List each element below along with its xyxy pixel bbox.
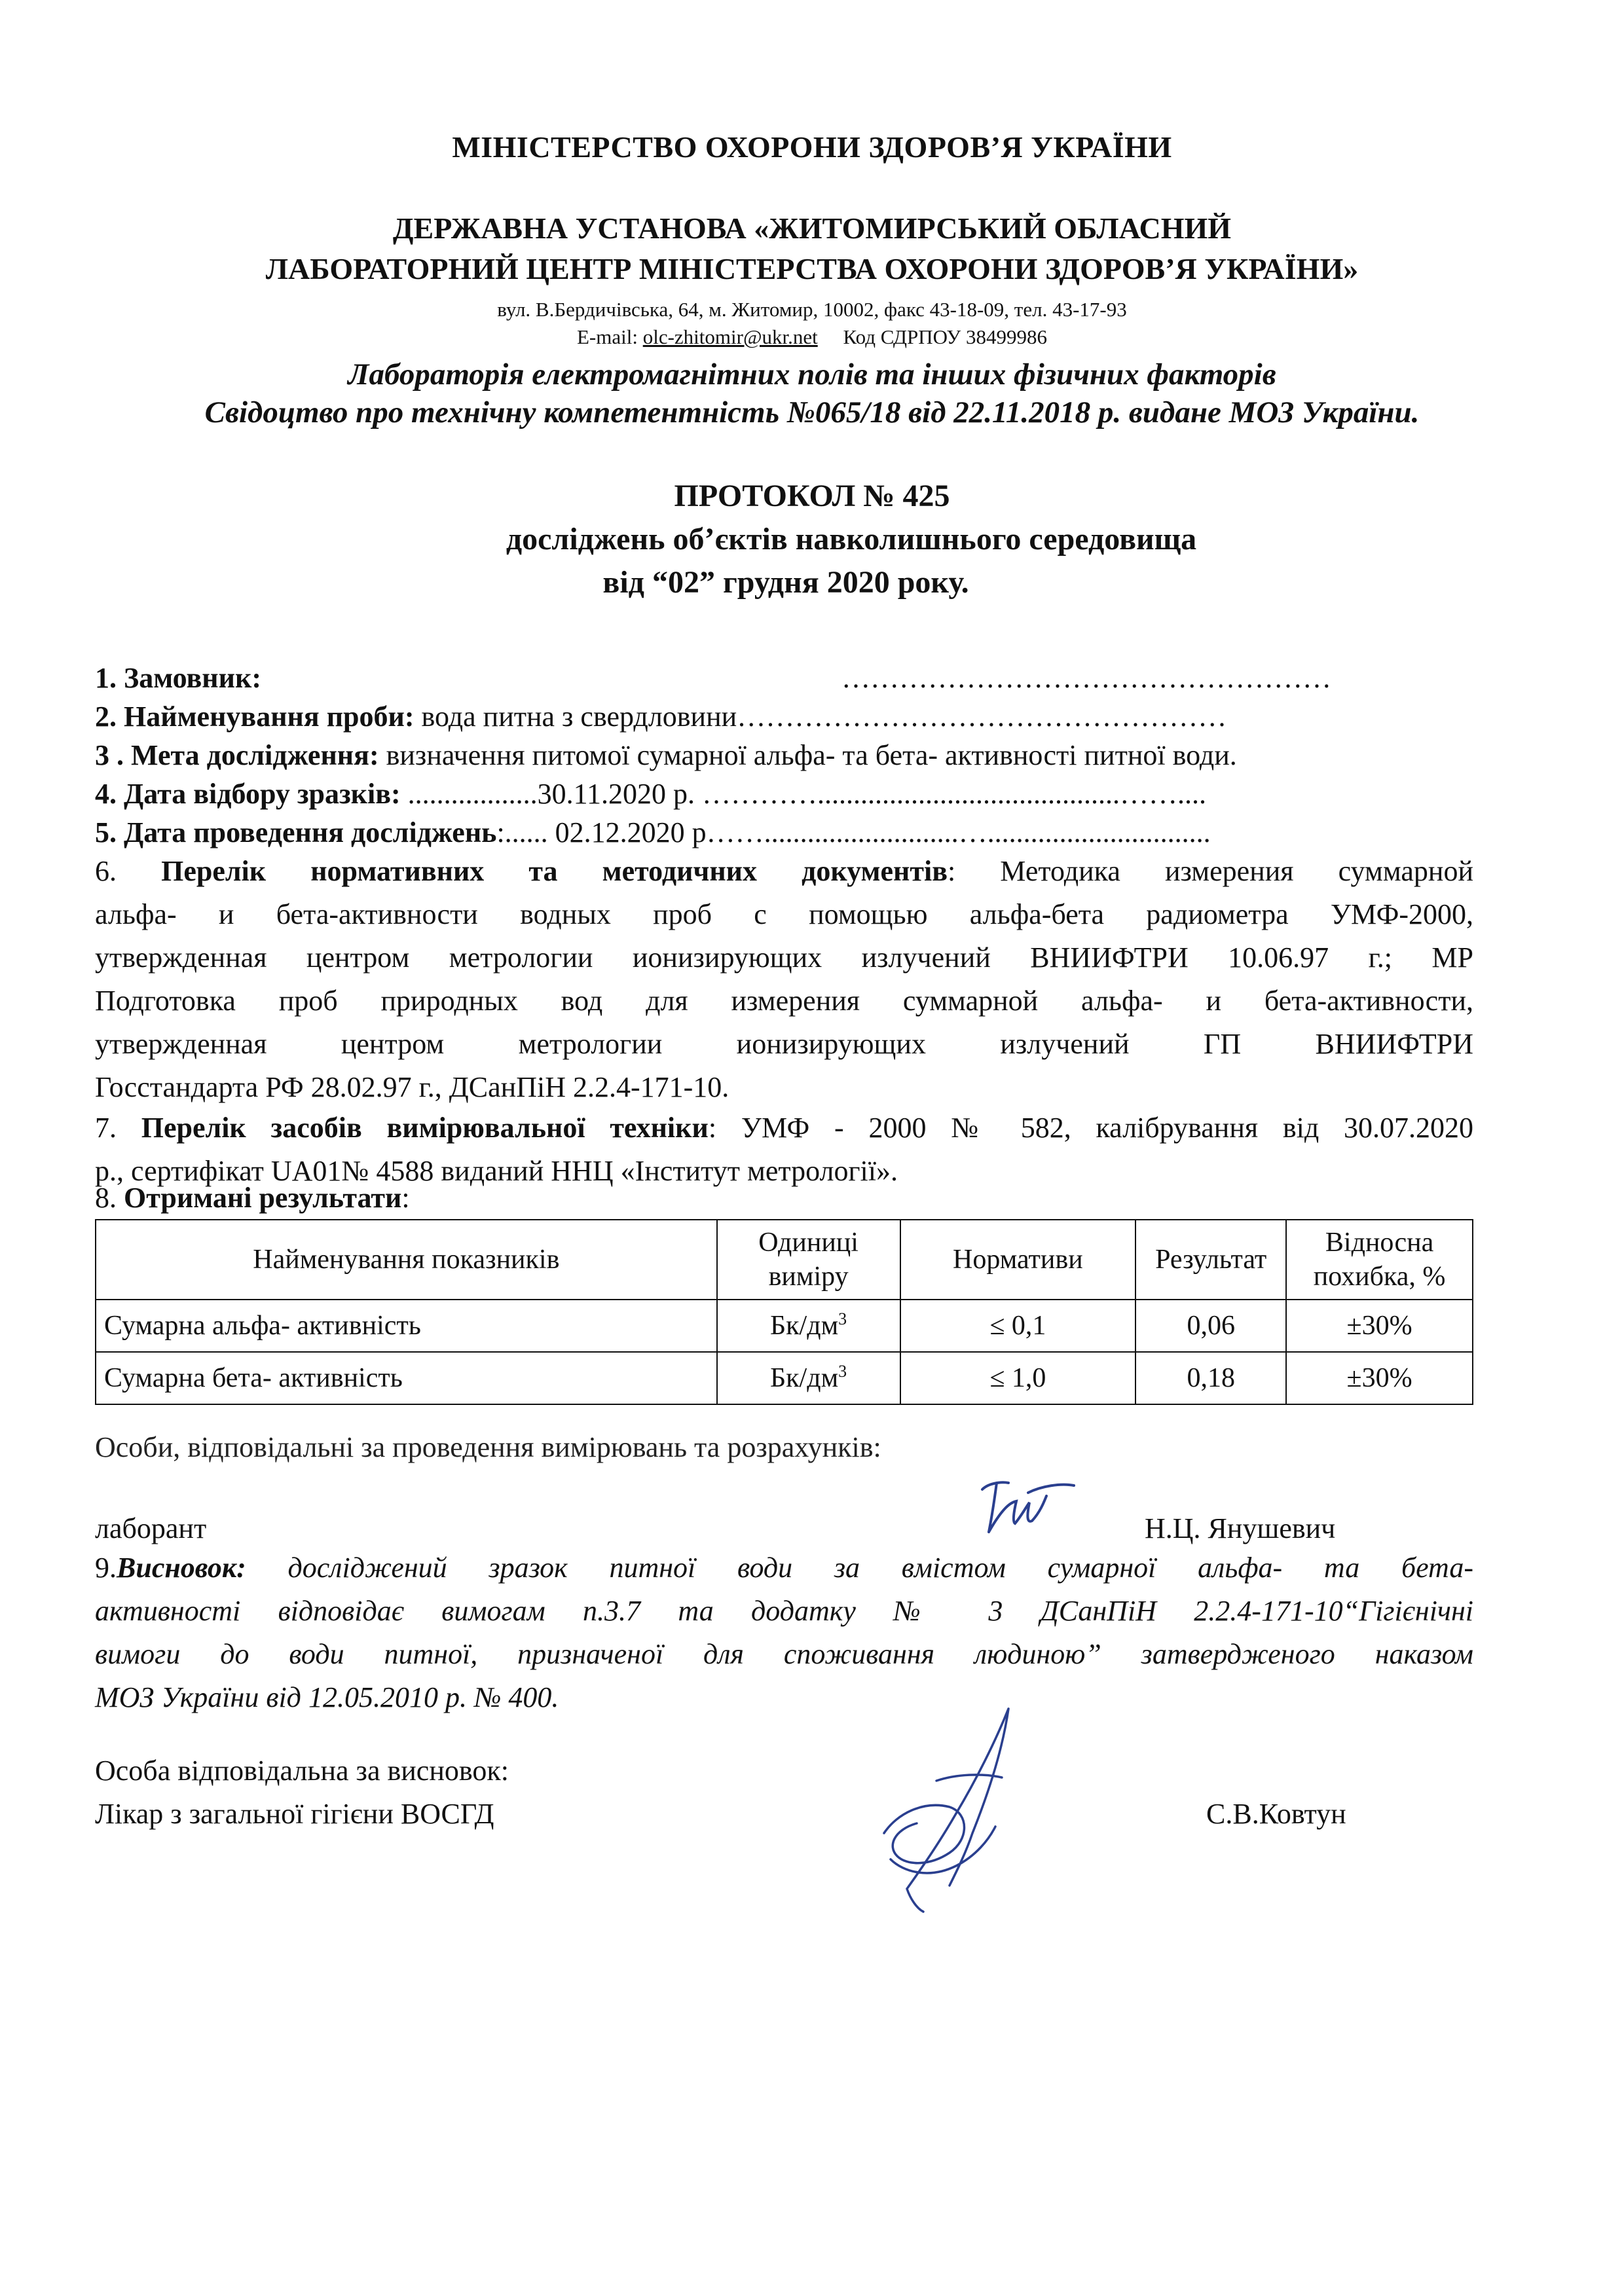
institution-line-1: ДЕРЖАВНА УСТАНОВА «ЖИТОМИРСЬКИЙ ОБЛАСНИЙ xyxy=(392,211,1232,245)
cell-result: 0,18 xyxy=(1135,1352,1286,1404)
cell-name: Сумарна альфа- активність xyxy=(96,1300,717,1352)
documents-line-2: альфа- и бета-активности водных проб с помощью альфа-бета радиометра УМФ-2000, xyxy=(95,898,1473,930)
address: вул. В.Бердичівська, 64, м. Житомир, 10002, факс 43-18-09, тел. 43-17-93 xyxy=(497,298,1127,321)
email-link[interactable]: olc-zhitomir@ukr.net xyxy=(642,325,818,348)
results-table xyxy=(95,1219,1473,1405)
conclusion xyxy=(95,1546,1473,1719)
signoff-role: Лікар з загальної гігієни ВОСГД xyxy=(95,1798,494,1830)
equipment-label: Перелік засобів вимірювальної техніки xyxy=(141,1112,709,1144)
study-value: :...... 02.12.2020 р……...........................…............................... xyxy=(496,816,1211,848)
equipment-line-1: 7. Перелік засобів вимірювальної техніки: УМФ - 2000 № 582, калібрування від 30.07.2020 xyxy=(95,1112,1474,1144)
conclusion-line-3: вимоги до води питної, призначеної для споживання людиною” затвердженого наказом xyxy=(95,1638,1473,1670)
customer-value: …………………………………………… xyxy=(841,662,1331,694)
item-results: 8. Отримані результати: xyxy=(95,1182,410,1214)
conclusion-line-4: МОЗ України від 12.05.2010 р. № 400. xyxy=(95,1681,559,1713)
cell-result: 0,06 xyxy=(1135,1300,1286,1352)
ministry-title: МІНІСТЕРСТВО ОХОРОНИ ЗДОРОВ’Я УКРАЇНИ xyxy=(452,130,1172,164)
responsible-name: Н.Ц. Янушевич xyxy=(1145,1512,1336,1544)
item-study-date xyxy=(95,811,1473,854)
signature-janushevych xyxy=(963,1463,1087,1542)
item-sample xyxy=(95,695,1473,738)
item-documents xyxy=(95,850,1473,1109)
certificate: Свідоцтво про технічну компетентність №065/18 від 22.11.2018 р. видане МОЗ України. xyxy=(204,395,1420,429)
signoff-intro: Особа відповідальна за висновок: xyxy=(95,1755,509,1787)
conclusion-line-1: 9.Висновок: досліджений зразок питної води за вмістом сумарної альфа- та бета- xyxy=(95,1552,1473,1584)
sampling-value: ..................30.11.2020 р. …………..........................................…….... xyxy=(400,778,1207,810)
conclusion-line-2: активності відповідає вимогам п.3.7 та додатку № 3 ДСанПіН 2.2.4-171-10“Гігієнічні xyxy=(95,1595,1473,1627)
protocol-subtitle: досліджень об’єктів навколишнього середовища xyxy=(506,522,1197,556)
cell-norm: ≤ 1,0 xyxy=(900,1352,1136,1404)
item-purpose xyxy=(95,734,1473,777)
table-row xyxy=(96,1352,1473,1404)
signoff-name: С.В.Ковтун xyxy=(1206,1798,1346,1830)
sample-value: вода питна з свердловини…………………………………………… xyxy=(414,701,1227,733)
documents-line-6: Госстандарта РФ 28.02.97 г., ДСанПіН 2.2.4-171-10. xyxy=(95,1071,729,1103)
col-header-norm: Нормативи xyxy=(900,1220,1136,1300)
table-row xyxy=(96,1300,1473,1352)
contact-line xyxy=(0,325,1624,349)
equipment-line-2: р., сертифікат UA01№ 4588 виданий ННЦ «Інститут метрології». xyxy=(95,1155,898,1187)
col-header-error: Відносна похибка, % xyxy=(1286,1220,1473,1300)
col-header-name: Найменування показників xyxy=(96,1220,717,1300)
cell-error: ±30% xyxy=(1286,1300,1473,1352)
documents-label: Перелік нормативних та методичних документів xyxy=(161,855,948,887)
conclusion-label: Висновок: xyxy=(117,1552,246,1584)
results-label: Отримані результати xyxy=(124,1182,402,1214)
purpose-value: визначення питомої сумарної альфа- та бета- активності питної води. xyxy=(378,739,1237,771)
table-header-row xyxy=(96,1220,1473,1300)
lab-name: Лабораторія електромагнітних полів та інших фізичних факторів xyxy=(348,357,1276,392)
institution-line-2: ЛАБОРАТОРНИЙ ЦЕНТР МІНІСТЕРСТВА ОХОРОНИ ЗДОРОВ’Я УКРАЇНИ» xyxy=(265,252,1359,285)
protocol-title: ПРОТОКОЛ № 425 xyxy=(674,479,950,513)
col-header-result: Результат xyxy=(1135,1220,1286,1300)
protocol-date: від “02” грудня 2020 року. xyxy=(602,565,969,600)
cell-unit: $Бк/дм^3$ xyxy=(717,1352,900,1404)
customer-label: 1. Замовник: xyxy=(95,662,261,694)
study-label: 5. Дата проведення досліджень xyxy=(95,816,497,848)
documents-line-5: утвержденная центром метрологии ионизирующих излучений ГП ВНИИФТРИ xyxy=(95,1028,1473,1060)
item-customer xyxy=(95,657,1473,700)
responsible-role: лаборант xyxy=(95,1512,207,1544)
responsible-intro: Особи, відповідальні за проведення вимірювань та розрахунків: xyxy=(95,1431,881,1463)
cell-norm: ≤ 0,1 xyxy=(900,1300,1136,1352)
purpose-label: 3 . Мета дослідження: xyxy=(95,739,379,771)
sampling-label: 4. Дата відбору зразків: xyxy=(95,778,401,810)
item-sampling-date xyxy=(95,773,1473,816)
email-label: E-mail: xyxy=(576,325,638,348)
documents-line-3: утвержденная центром метрологии ионизирующих излучений ВНИИФТРИ 10.06.97 г.; МР xyxy=(95,941,1473,974)
col-header-unit: Одиниці виміру xyxy=(717,1220,900,1300)
cell-error: ±30% xyxy=(1286,1352,1473,1404)
documents-line-4: Подготовка проб природных вод для измерения суммарной альфа- и бета-активности, xyxy=(95,985,1473,1017)
edrpou-code: Код СДРПОУ 38499986 xyxy=(843,325,1047,348)
cell-unit: $Бк/дм^3$ xyxy=(717,1300,900,1352)
sample-label: 2. Найменування проби: xyxy=(95,701,415,733)
documents-line-1: 6. Перелік нормативних та методичних документів: Методика измерения суммарной xyxy=(95,855,1473,887)
signature-kovtun xyxy=(845,1702,1061,1918)
cell-name: Сумарна бета- активність xyxy=(96,1352,717,1404)
